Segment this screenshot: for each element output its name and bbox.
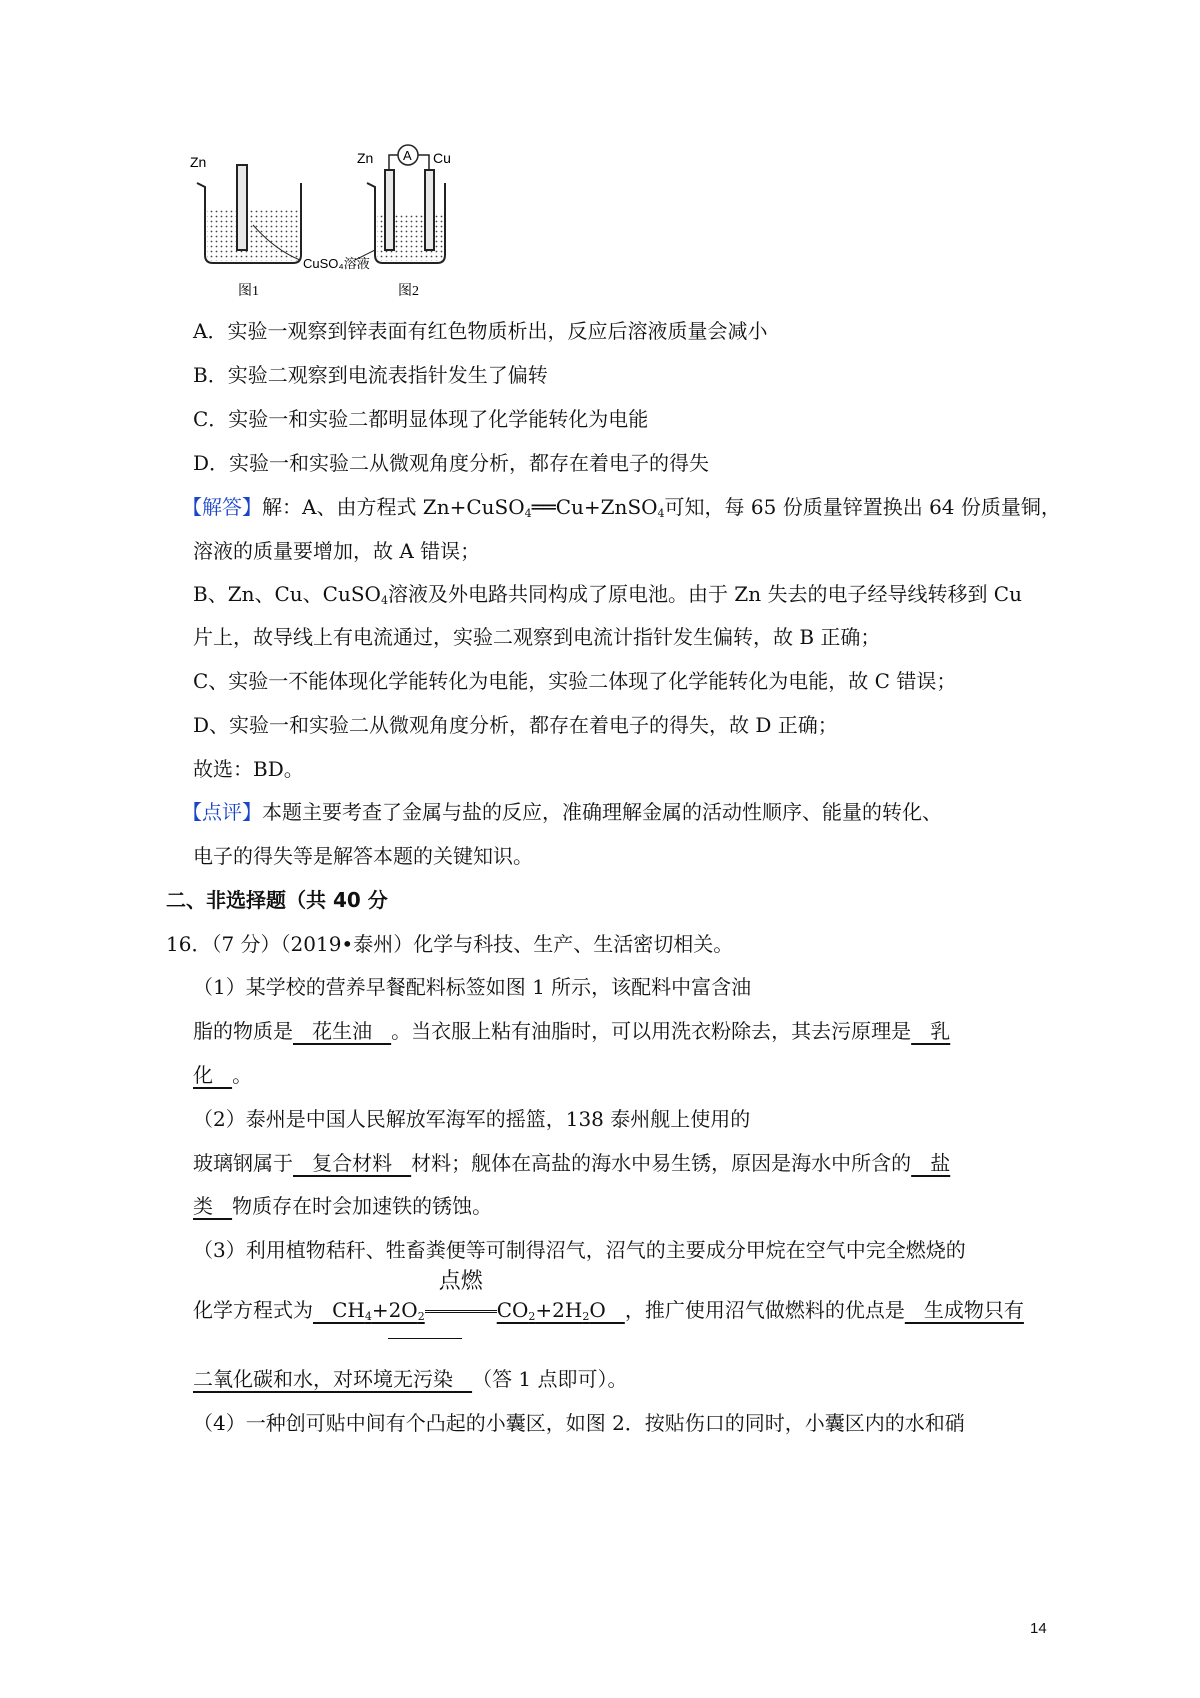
zn-strip-2 [385, 170, 394, 250]
answer-blank: 化 [193, 1063, 233, 1087]
comment-tag: 【点评】 [182, 800, 262, 824]
beaker-diagram [190, 148, 495, 315]
zn-strip-1 [237, 165, 247, 250]
q16-p2-line3: 类 物质存在时会加速铁的锈蚀。 [193, 1194, 493, 1218]
combustion-condition: 点燃 [425, 1296, 497, 1324]
comment-line-1: 【点评】本题主要考查了金属与盐的反应，准确理解金属的活动性顺序、能量的转化、 [182, 800, 942, 824]
fig2-caption: 图2 [398, 284, 419, 299]
q16-intro: 16．（7 分）（2019•泰州）化学与科技、生产、生活密切相关。 [166, 932, 734, 956]
option-a: A．实验一观察到锌表面有红色物质析出，反应后溶液质量会减小 [193, 319, 768, 343]
comment-line-2: 电子的得失等是解答本题的关键知识。 [193, 844, 533, 868]
answer-line-4: 片上，故导线上有电流通过，实验二观察到电流计指针发生偏转，故 B 正确； [193, 625, 881, 649]
answer-tag: 【解答】 [182, 495, 262, 519]
cu-strip [425, 170, 434, 250]
fig1-metal-label: Zn [190, 154, 207, 170]
q16-p1-line1: （1）某学校的营养早餐配料标签如图 1 所示，该配料中富含油 [193, 975, 752, 999]
fig2-right-label: Cu [433, 150, 451, 166]
answer-blank: 复合材料 [293, 1151, 412, 1175]
q16-p1-line2: 脂的物质是 花生油 。当衣服上粘有油脂时，可以用洗衣粉除去，其去污原理是 乳 [193, 1019, 951, 1043]
experiment-figure [190, 148, 495, 315]
answer-line-6: D、实验一和实验二从微观角度分析，都存在着电子的得失，故 D 正确； [193, 713, 838, 737]
answer-blank: 二氧化碳和水，对环境无污染 [193, 1367, 473, 1391]
q16-p4-line1: （4）一种创可贴中间有个凸起的小囊区，如图 2．按贴伤口的同时，小囊区内的水和硝 [193, 1411, 965, 1435]
q16-p3-line4: 二氧化碳和水，对环境无污染 （答 1 点即可）。 [193, 1367, 628, 1391]
fig2-left-label: Zn [357, 150, 374, 166]
answer-line-7: 故选：BD。 [193, 757, 304, 781]
option-b: B．实验二观察到电流表指针发生了偏转 [193, 363, 548, 387]
answer-line-2: 溶液的质量要增加，故 A 错误； [193, 539, 481, 563]
section-heading: 二、非选择题（共 40 分 [166, 888, 388, 912]
option-c: C．实验一和实验二都明显体现了化学能转化为电能 [193, 407, 649, 431]
answer-line-5: C、实验一不能体现化学能转化为电能，实验二体现了化学能转化为电能，故 C 错误； [193, 669, 957, 693]
q16-p3-line1: （3）利用植物秸秆、牲畜粪便等可制得沼气，沼气的主要成分甲烷在空气中完全燃烧的 [193, 1238, 966, 1262]
q16-p1-line3: 化 。 [193, 1063, 253, 1087]
answer-blank: 乳 [911, 1019, 951, 1043]
equation-blank: $CH_4+2O_2$ 点燃 $CO_2+2H_2O$ [313, 1269, 625, 1323]
q16-p3-line2: 化学方程式为 $CH_4+2O_2$ 点燃 $CO_2+2H_2O$ ，推广使用沼气做燃料的优点是 生成物只有 [193, 1269, 1024, 1323]
answer-blank: 类 [193, 1194, 233, 1218]
q16-p2-line2: 玻璃钢属于 复合材料 材料；舰体在高盐的海水中易生锈，原因是海水中所含的 盐 [193, 1151, 951, 1175]
answer-blank: 盐 [911, 1151, 951, 1175]
ammeter-label: A [403, 148, 412, 163]
solution-1 [207, 210, 299, 261]
option-d: D．实验一和实验二从微观角度分析，都存在着电子的得失 [193, 451, 710, 475]
answer-line-1: 【解答】解：A、由方程式 Zn+CuSO$_4$══Cu+ZnSO$_4$可知，每 65 份质量锌置换出 64 份质量铜， [182, 495, 1061, 520]
solution-label: CuSO₄溶液 [303, 256, 370, 271]
answer-blank: 生成物只有 [904, 1298, 1024, 1322]
answer-blank: 花生油 [293, 1019, 392, 1043]
page-number: 14 [1030, 1620, 1047, 1637]
fig1-caption: 图1 [238, 284, 259, 299]
q16-p2-line1: （2）泰州是中国人民解放军海军的摇篮，138 泰州舰上使用的 [193, 1107, 751, 1131]
equation-underline [388, 1338, 462, 1339]
answer-line-3: B、Zn、Cu、CuSO$_4$溶液及外电路共同构成了原电池。由于 Zn 失去的电子经导线转移到 Cu [193, 582, 1022, 607]
